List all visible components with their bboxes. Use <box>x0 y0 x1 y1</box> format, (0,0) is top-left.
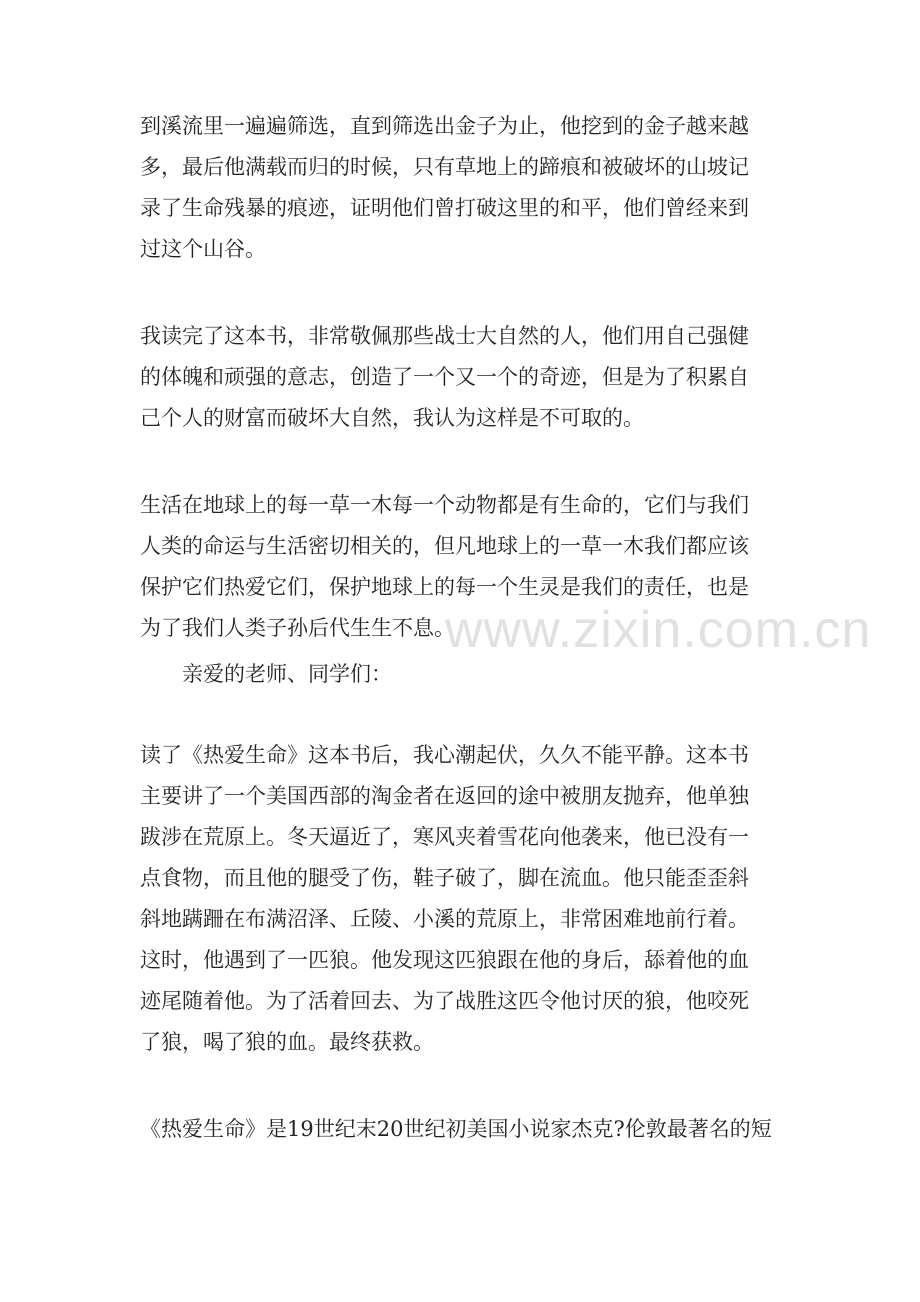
paragraph-line: 跋涉在荒原上。冬天逼近了，寒风夹着雪花向他袭来，他已没有一 <box>140 825 749 849</box>
paragraph-line: 过这个山谷。 <box>140 237 266 261</box>
paragraph-line: 多，最后他满载而归的时候，只有草地上的蹄痕和被破坏的山坡记 <box>140 155 749 179</box>
paragraph-line: 的体魄和顽强的意志，创造了一个又一个的奇迹，但是为了积累自 <box>140 365 749 389</box>
paragraph-line: 主要讲了一个美国西部的淘金者在返回的途中被朋友抛弃，他单独 <box>140 784 749 808</box>
watermark: www.zixin.com.cn <box>445 601 872 659</box>
paragraph-line: 生活在地球上的每一草一木每一个动物都是有生命的，它们与我们 <box>140 493 749 517</box>
paragraph-line: 了狼，喝了狼的血。最终获救。 <box>140 1030 434 1054</box>
paragraph-line: 《热爱生命》是19世纪末20世纪初美国小说家杰克?伦敦最著名的短 <box>140 1117 772 1141</box>
paragraph-line: 这时，他遇到了一匹狼。他发现这匹狼跟在他的身后，舔着他的血 <box>140 948 749 972</box>
paragraph-line: 录了生命残暴的痕迹，证明他们曾打破这里的和平，他们曾经来到 <box>140 196 749 220</box>
paragraph-line: 读了《热爱生命》这本书后，我心潮起伏，久久不能平静。这本书 <box>140 743 749 767</box>
paragraph-line: 保护它们热爱它们，保护地球上的每一个生灵是我们的责任，也是 <box>140 575 749 599</box>
paragraph-line: 斜地蹒跚在布满沼泽、丘陵、小溪的荒原上，非常困难地前行着。 <box>140 907 749 931</box>
paragraph-line: 己个人的财富而破坏大自然，我认为这样是不可取的。 <box>140 406 644 430</box>
paragraph-line: 迹尾随着他。为了活着回去、为了战胜这匹令他讨厌的狼，他咬死 <box>140 989 749 1013</box>
paragraph-line: 为了我们人类子孙后代生生不息。 <box>140 616 455 640</box>
salutation-line: 亲爱的老师、同学们： <box>182 662 392 686</box>
paragraph-line: 人类的命运与生活密切相关的，但凡地球上的一草一木我们都应该 <box>140 534 749 558</box>
paragraph-line: 点食物，而且他的腿受了伤，鞋子破了，脚在流血。他只能歪歪斜 <box>140 866 749 890</box>
paragraph-line: 我读完了这本书，非常敬佩那些战士大自然的人，他们用自己强健 <box>140 324 749 348</box>
paragraph-line: 到溪流里一遍遍筛选，直到筛选出金子为止，他挖到的金子越来越 <box>140 114 749 138</box>
